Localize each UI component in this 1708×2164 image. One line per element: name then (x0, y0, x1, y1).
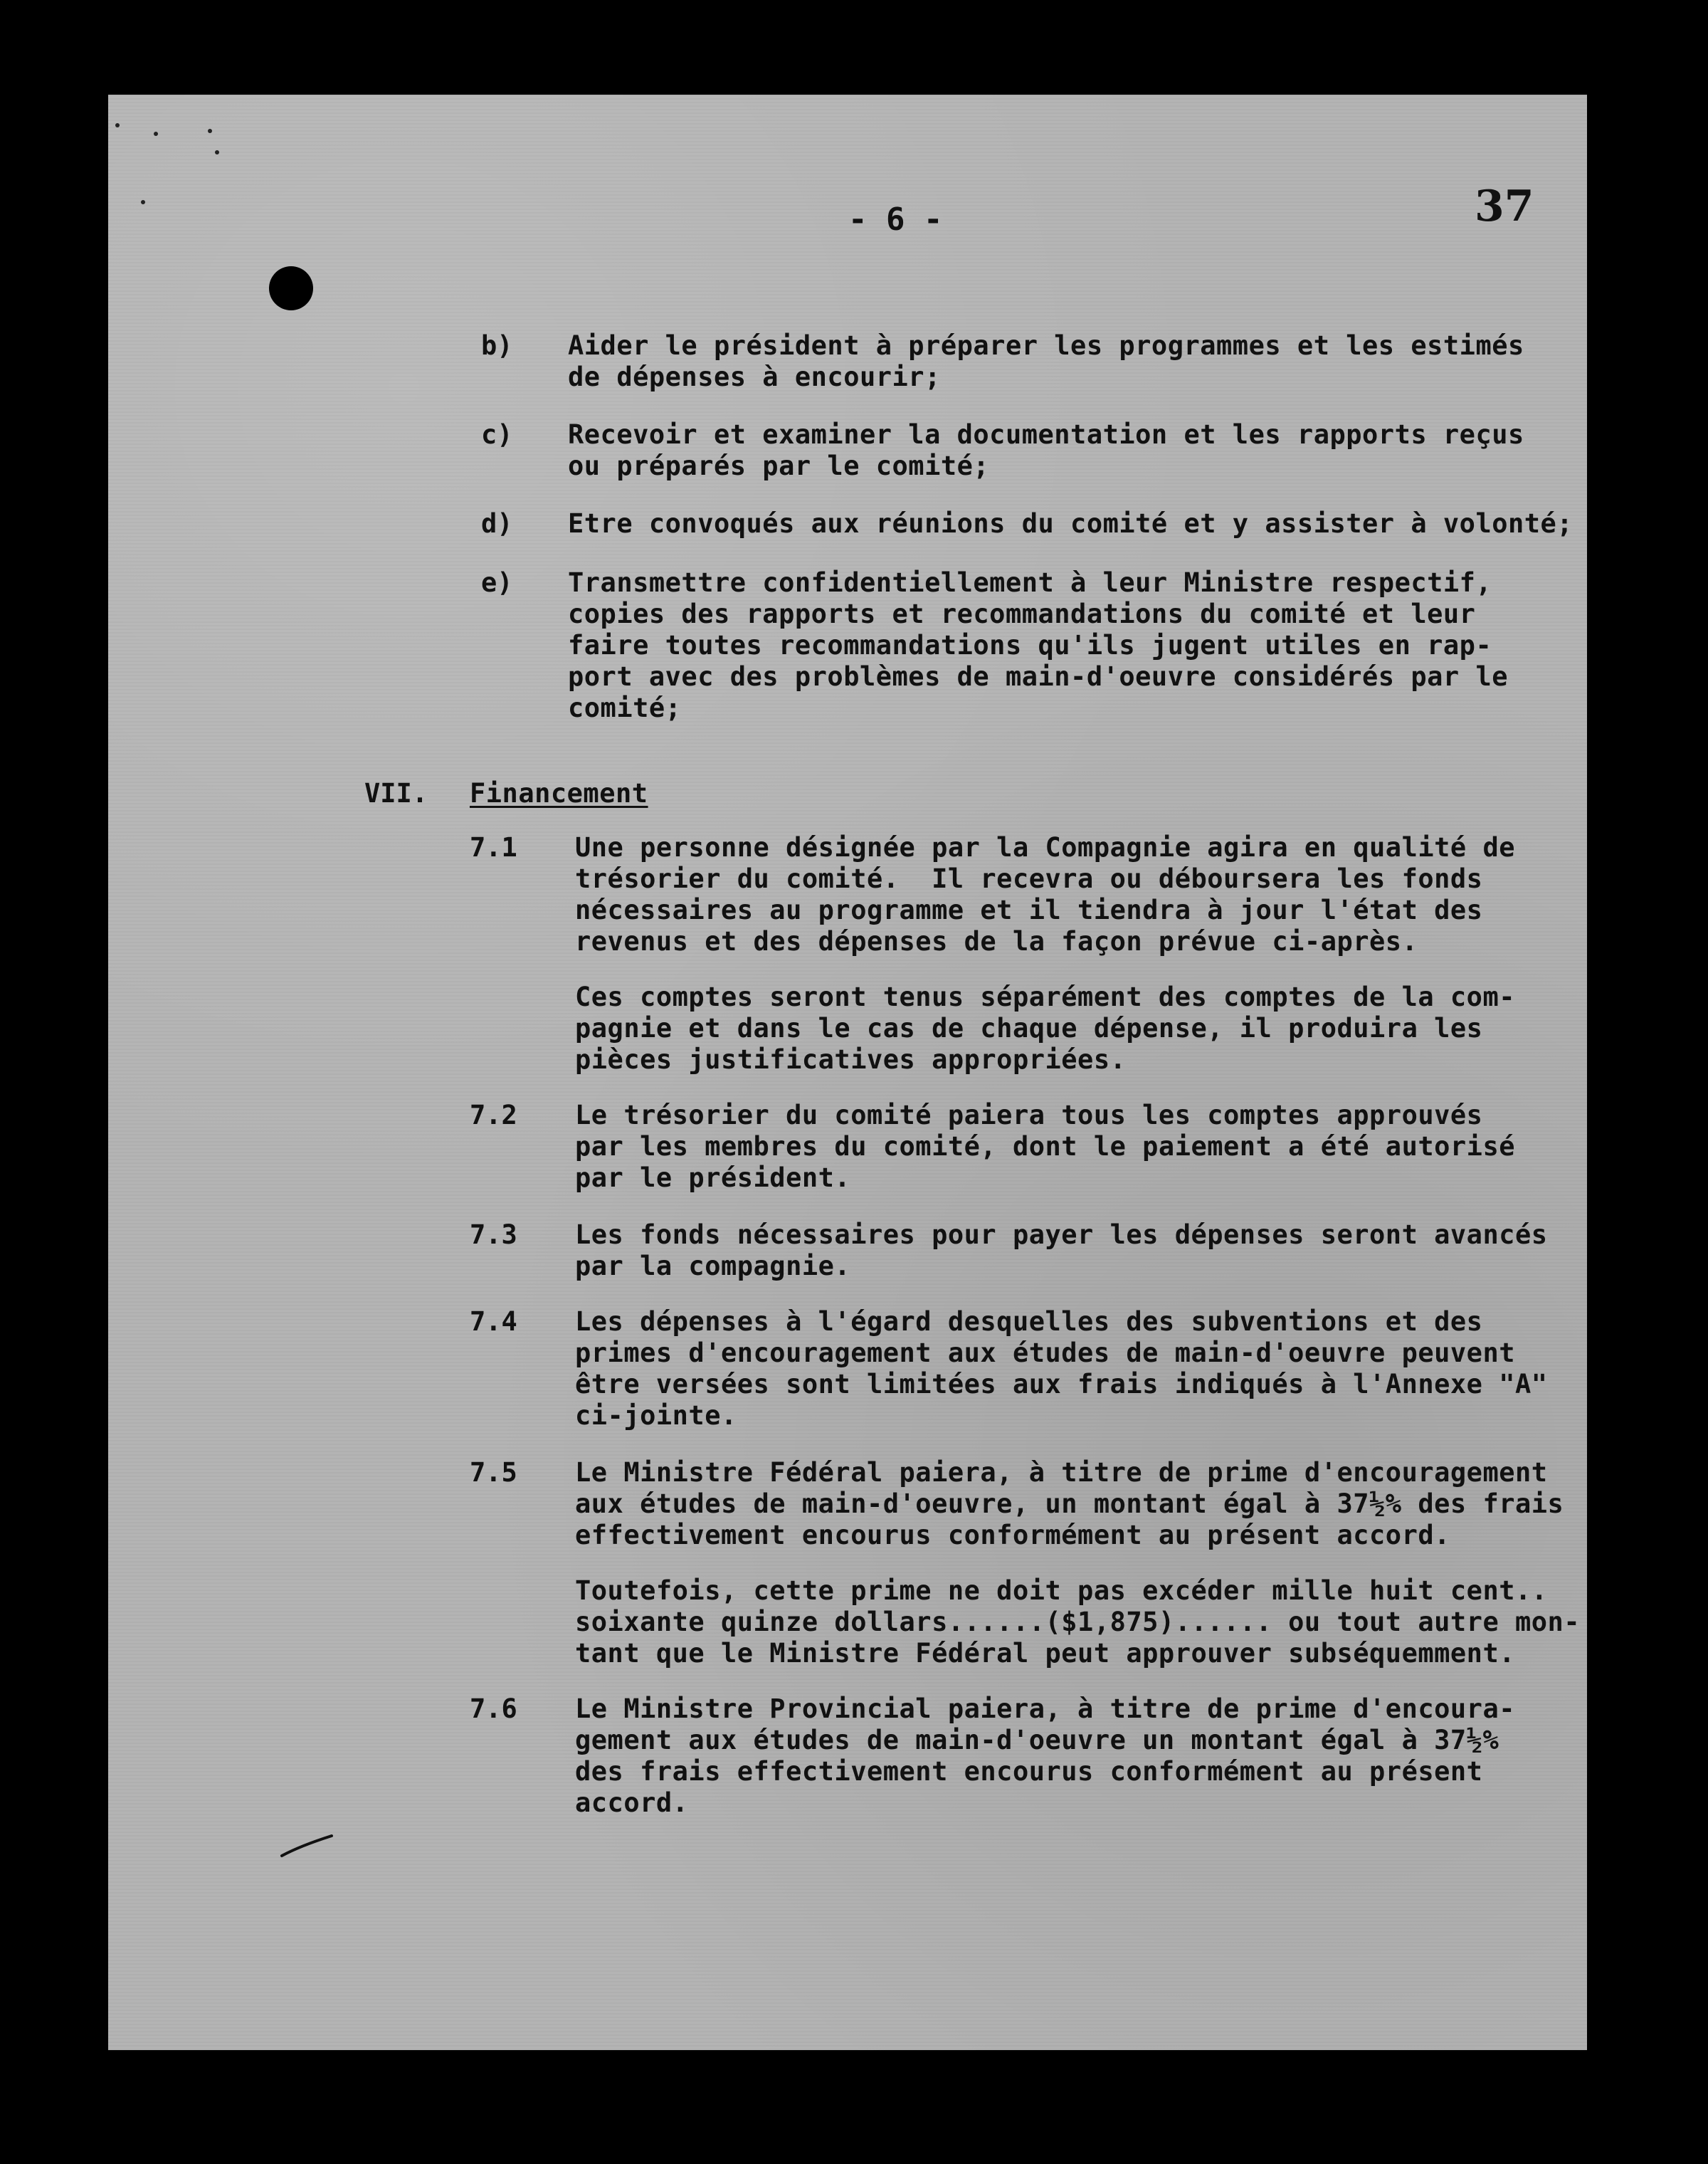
list-item-line: copies des rapports et recommandations du comité et leur (568, 599, 1476, 629)
list-item-line: faire toutes recommandations qu'ils jugent utiles en rap- (568, 630, 1492, 661)
clause-line: aux études de main-d'oeuvre, un montant égal à 37½% des frais (575, 1488, 1564, 1519)
clause-line: gement aux études de main-d'oeuvre un montant égal à 37½% (575, 1725, 1499, 1755)
clause-line: Une personne désignée par la Compagnie agira en qualité de (575, 832, 1516, 863)
list-marker: e) (481, 567, 513, 598)
clause-line: des frais effectivement encourus conformément au présent (575, 1756, 1483, 1787)
page-number-center: - 6 - (848, 201, 943, 238)
list-item-line: ou préparés par le comité; (568, 451, 990, 481)
list-marker: d) (481, 508, 513, 539)
clause-line: primes d'encouragement aux études de main-d'oeuvre peuvent (575, 1338, 1516, 1368)
list-marker: b) (481, 330, 513, 361)
clause-line: nécessaires au programme et il tiendra à jour l'état des (575, 895, 1483, 925)
clause-line: Le Ministre Provincial paiera, à titre de prime d'encoura- (575, 1693, 1516, 1724)
clause-number: 7.3 (470, 1219, 517, 1250)
speck (141, 200, 145, 204)
speck (115, 123, 120, 127)
section-number: VII. (364, 778, 428, 809)
clause-line: revenus et des dépenses de la façon prévue ci-après. (575, 926, 1418, 957)
clause-number: 7.2 (470, 1100, 517, 1130)
clause-line: pièces justificatives appropriées. (575, 1044, 1127, 1075)
clause-line: par la compagnie. (575, 1251, 851, 1281)
list-item-line: Etre convoqués aux réunions du comité et y assister à volonté; (568, 508, 1573, 539)
clause-number: 7.6 (470, 1693, 517, 1724)
clause-line: Le Ministre Fédéral paiera, à titre de prime d'encouragement (575, 1457, 1548, 1488)
clause-line: tant que le Ministre Fédéral peut approuver subséquemment. (575, 1638, 1516, 1669)
clause-line: Les fonds nécessaires pour payer les dépenses seront avancés (575, 1219, 1548, 1250)
clause-line: être versées sont limitées aux frais indiqués à l'Annexe "A" (575, 1369, 1548, 1399)
list-item-line: Aider le président à préparer les programmes et les estimés (568, 330, 1524, 361)
list-marker: c) (481, 419, 513, 450)
clause-line: effectivement encourus conformément au présent accord. (575, 1520, 1450, 1550)
list-item-line: port avec des problèmes de main-d'oeuvre considérés par le (568, 661, 1509, 692)
clause-number: 7.5 (470, 1457, 517, 1488)
clause-line: par le président. (575, 1162, 851, 1193)
list-item-line: comité; (568, 693, 682, 723)
clause-number: 7.4 (470, 1306, 517, 1337)
clause-line: soixante quinze dollars......($1,875)...... ou tout autre mon- (575, 1607, 1581, 1637)
section-title: Financement (470, 778, 648, 809)
clause-line: Toutefois, cette prime ne doit pas excéder mille huit cent.. (575, 1575, 1548, 1606)
page-number-corner: 37 (1475, 182, 1534, 231)
pen-mark (279, 1832, 336, 1860)
speck (208, 129, 212, 133)
clause-line: Les dépenses à l'égard desquelles des subventions et des (575, 1306, 1483, 1337)
clause-line: par les membres du comité, dont le paiement a été autorisé (575, 1131, 1516, 1162)
punch-hole (269, 266, 313, 310)
clause-line: Le trésorier du comité paiera tous les comptes approuvés (575, 1100, 1483, 1130)
list-item-line: Recevoir et examiner la documentation et les rapports reçus (568, 419, 1524, 450)
clause-line: Ces comptes seront tenus séparément des comptes de la com- (575, 982, 1516, 1012)
clause-line: accord. (575, 1787, 689, 1818)
clause-line: trésorier du comité. Il recevra ou déboursera les fonds (575, 863, 1483, 894)
document-page (108, 95, 1587, 2050)
list-item-line: de dépenses à encourir; (568, 362, 941, 392)
clause-line: ci-jointe. (575, 1400, 737, 1431)
speck (215, 150, 219, 154)
speck (154, 132, 158, 136)
clause-number: 7.1 (470, 832, 517, 863)
clause-line: pagnie et dans le cas de chaque dépense, il produira les (575, 1013, 1483, 1044)
list-item-line: Transmettre confidentiellement à leur Ministre respectif, (568, 567, 1492, 598)
